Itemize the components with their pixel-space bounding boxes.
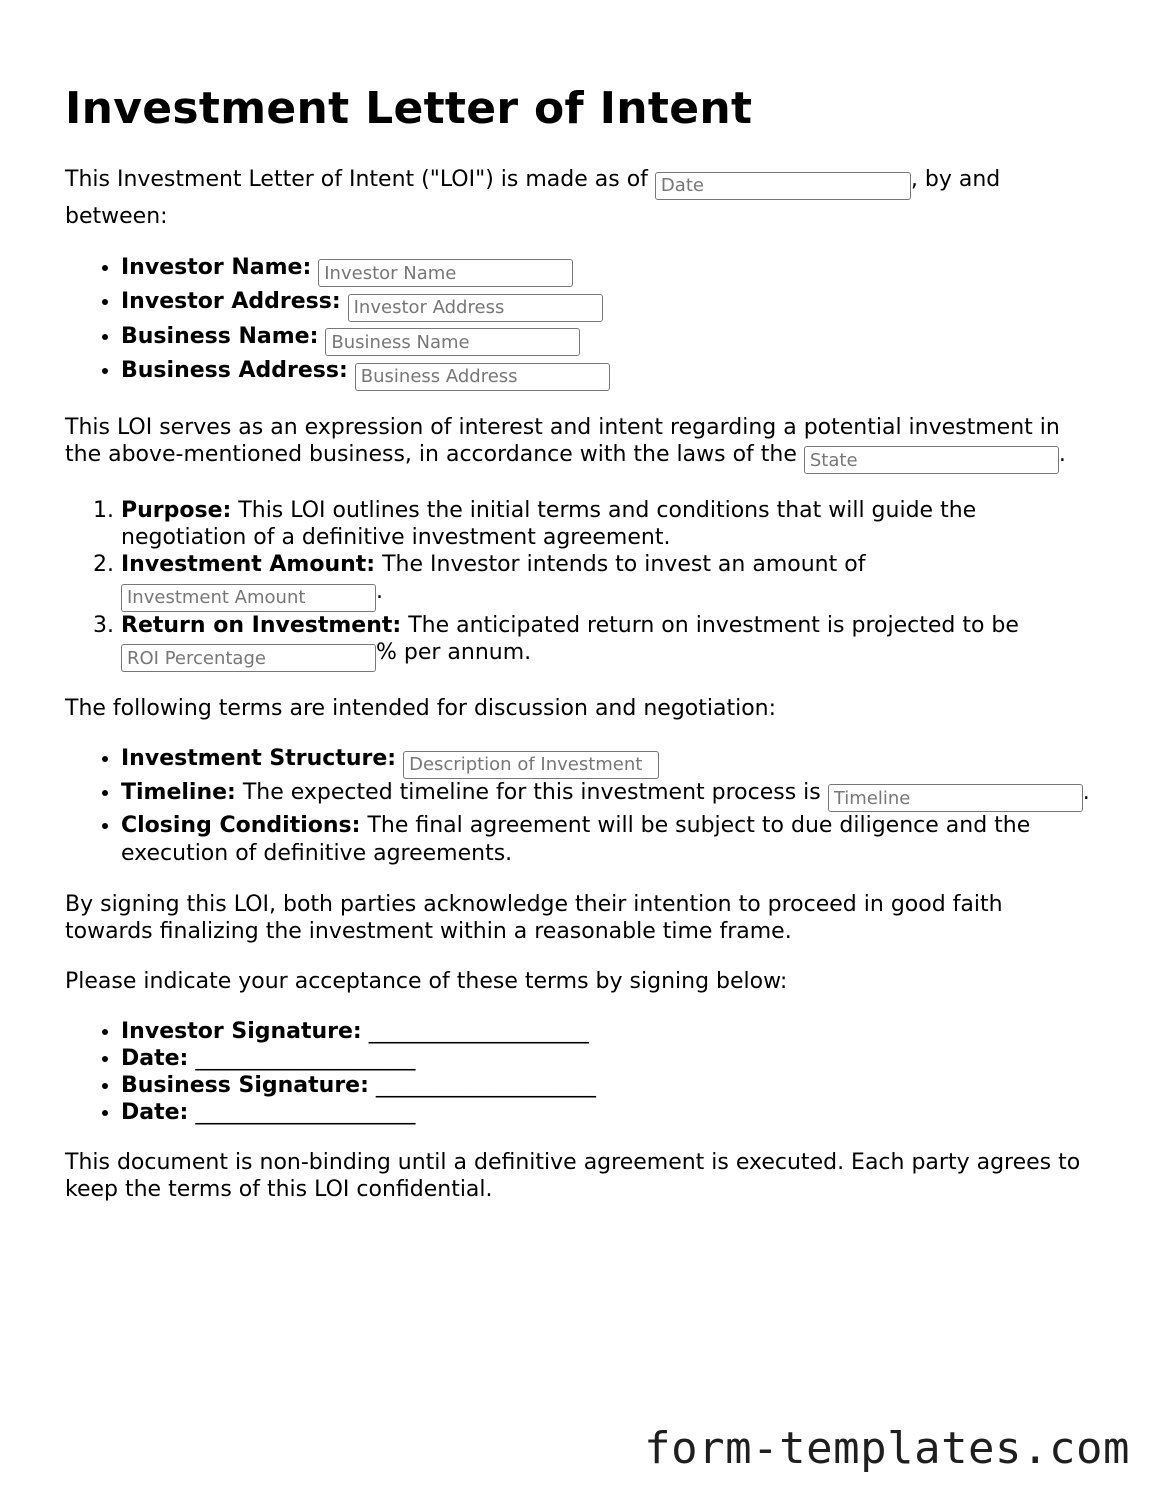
business-date-line: [121, 1099, 1095, 1126]
investor-name-field[interactable]: [318, 259, 573, 287]
discussion-list: [65, 745, 1095, 868]
list-item-timeline: [121, 779, 1095, 813]
investor-date-line: [121, 1045, 1095, 1072]
serves-text: This LOI serves as an expression of interest and intent regarding a potential investment in the above-mentioned business, in accordance with the laws of the: [65, 414, 1060, 467]
closing-conditions-text: The final agreement will be subject to due diligence and the execution of definitive agreements.: [121, 813, 1031, 866]
document-page: [65, 0, 1095, 1203]
date-blank: ____________________: [188, 1046, 416, 1071]
roi-label: Return on Investment:: [121, 612, 402, 638]
state-field[interactable]: [804, 446, 1059, 474]
investment-amount-field[interactable]: [121, 584, 376, 612]
business-address-label: Business Address:: [121, 358, 348, 383]
date-blank: ____________________: [188, 1100, 416, 1125]
intro-paragraph: [65, 166, 1095, 230]
please-paragraph: Please indicate your acceptance of these terms by signing below:: [65, 969, 788, 994]
signature-blank: ____________________: [368, 1073, 596, 1098]
serves-end: .: [1058, 441, 1066, 467]
timeline-text: The expected timeline for this investment process is: [235, 779, 828, 805]
investor-name-label: Investor Name:: [121, 254, 312, 280]
timeline-after: .: [1082, 779, 1090, 805]
investor-signature-label: Investor Signature:: [121, 1019, 362, 1044]
roi-text: The anticipated return on investment is projected to be: [401, 612, 1019, 638]
signing-paragraph: By signing this LOI, both parties acknowledge their intention to proceed in good faith towards finalizing the investment within a reasonable time frame.: [65, 892, 1003, 944]
purpose-label: Purpose:: [121, 498, 232, 523]
investor-address-field[interactable]: [348, 294, 603, 322]
investment-amount-label: Investment Amount:: [121, 552, 376, 577]
term-purpose: [121, 497, 1095, 551]
investor-address-label: Investor Address:: [121, 289, 341, 314]
investment-amount-text: The Investor intends to invest an amount of: [375, 552, 866, 577]
list-item-investment-structure: [121, 745, 1095, 779]
business-address-field[interactable]: [355, 363, 610, 391]
business-signature-label: Business Signature:: [121, 1073, 369, 1098]
list-item-business-name: [121, 322, 1095, 357]
business-name-label: Business Name:: [121, 323, 319, 349]
following-paragraph: The following terms are intended for discussion and negotiation:: [65, 696, 777, 721]
investment-amount-after: .: [376, 579, 383, 604]
parties-list: [65, 253, 1095, 391]
investment-structure-label: Investment Structure:: [121, 746, 397, 771]
timeline-field[interactable]: [828, 784, 1083, 812]
intro-text-line2: between:: [65, 203, 168, 229]
term-investment-amount: [121, 551, 1095, 612]
terms-list: [65, 497, 1095, 672]
purpose-text: This LOI outlines the initial terms and conditions that will guide the negotiation of a definitive investment agreement.: [121, 498, 977, 550]
investment-description-field[interactable]: [403, 751, 659, 779]
page-title: Investment Letter of Intent: [65, 83, 753, 134]
roi-after: % per annum.: [376, 639, 532, 665]
business-signature-line: [121, 1072, 1095, 1099]
timeline-label: Timeline:: [121, 779, 236, 805]
list-item-investor-address: [121, 287, 1095, 322]
investor-date-label: Date:: [121, 1046, 189, 1071]
term-return-on-investment: [121, 612, 1095, 673]
roi-percentage-field[interactable]: [121, 644, 376, 672]
business-date-label: Date:: [121, 1100, 189, 1125]
serves-paragraph: [65, 414, 1095, 475]
closing-conditions-label: Closing Conditions:: [121, 813, 361, 838]
nonbinding-paragraph: This document is non-binding until a definitive agreement is executed. Each party agrees to keep the terms of this LOI confidential.: [65, 1150, 1081, 1202]
intro-text-after-date: , by and: [910, 167, 1001, 192]
signature-blank: ____________________: [361, 1019, 589, 1044]
investor-signature-line: [121, 1018, 1095, 1045]
watermark-brand: form-templates.com: [644, 1423, 1130, 1474]
list-item-investor-name: [121, 253, 1095, 288]
list-item-closing-conditions: [121, 812, 1095, 868]
signatures-list: [65, 1018, 1095, 1126]
intro-text: This Investment Letter of Intent ("LOI") is made as of: [65, 167, 655, 192]
date-field[interactable]: [655, 172, 911, 200]
list-item-business-address: [121, 356, 1095, 391]
business-name-field[interactable]: [325, 328, 580, 356]
